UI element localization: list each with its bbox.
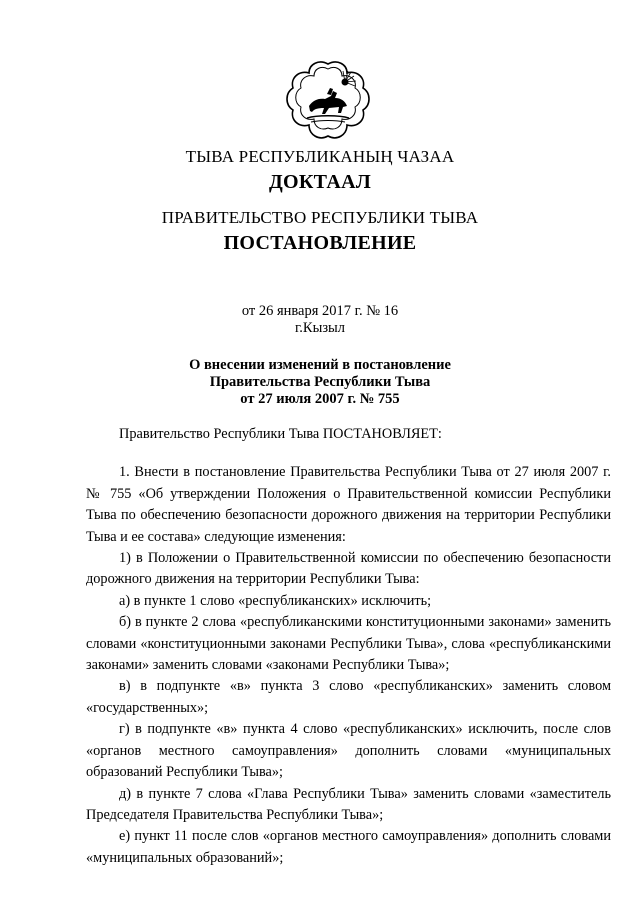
body-paragraph-3: а) в пункте 1 слово «республиканских» исключить; <box>119 592 432 609</box>
body-paragraph-2: 1) в Положении о Правительственной комиссии по обеспечению безопасности дорожного движения на территории Республики Тыва: <box>86 550 611 588</box>
body-paragraph-4: б) в пункте 2 слова «республиканскими конституционными законами» заменить словами «конституционными законами Республики Тыва», слова «республиканскими законами» заменить словами «законами Республики Тыва»; <box>86 614 611 674</box>
document-body <box>86 424 611 869</box>
header-tuvan-title: ДОКТААЛ <box>268 171 372 193</box>
coat-of-arms-emblem <box>285 58 371 142</box>
header-russian-line: ПРАВИТЕЛЬСТВО РЕСПУБЛИКИ ТЫВА <box>161 208 479 227</box>
document-title-line-2: Правительства Республики Тыва <box>209 374 431 390</box>
document-city: г.Кызыл <box>294 320 346 336</box>
document-title-line-3: от 27 июля 2007 г. № 755 <box>240 391 400 407</box>
body-paragraph-7: д) в пункте 7 слова «Глава Республики Тыва» заменить словами «заместитель Председателя Правительства Республики Тыва»; <box>86 785 611 823</box>
body-paragraph-8: е) пункт 11 после слов «органов местного самоуправления» дополнить словами «муниципальных образований»; <box>86 828 611 866</box>
body-paragraph-6: г) в подпункте «в» пункта 4 слово «республиканских» исключить, после слов «органов местного самоуправления» дополнить словами «муниципальных образований Республики Тыва»; <box>86 721 611 781</box>
body-paragraph-1: 1. Внести в постановление Правительства Республики Тыва от 27 июля 2007 г. № 755 «Об утверждении Положения о Правительственной комиссии Республики Тыва по обеспечению безопасности дорожного движения на территории Республики Тыва и ее состава» следующие изменения: <box>86 464 611 545</box>
header-russian-title: ПОСТАНОВЛЕНИЕ <box>223 232 417 254</box>
document-date-number: от 26 января 2017 г. № 16 <box>241 303 399 319</box>
preamble-paragraph: Правительство Республики Тыва ПОСТАНОВЛЯЕТ: <box>119 426 442 442</box>
body-paragraph-5: в) в подпункте «в» пункта 3 слово «республиканских» заменить словом «государственных»; <box>86 678 611 716</box>
document-title-line-1: О внесении изменений в постановление <box>189 357 451 373</box>
header-tuvan-line: ТЫВА РЕСПУБЛИКАНЫҢ ЧАЗАА <box>185 147 455 166</box>
